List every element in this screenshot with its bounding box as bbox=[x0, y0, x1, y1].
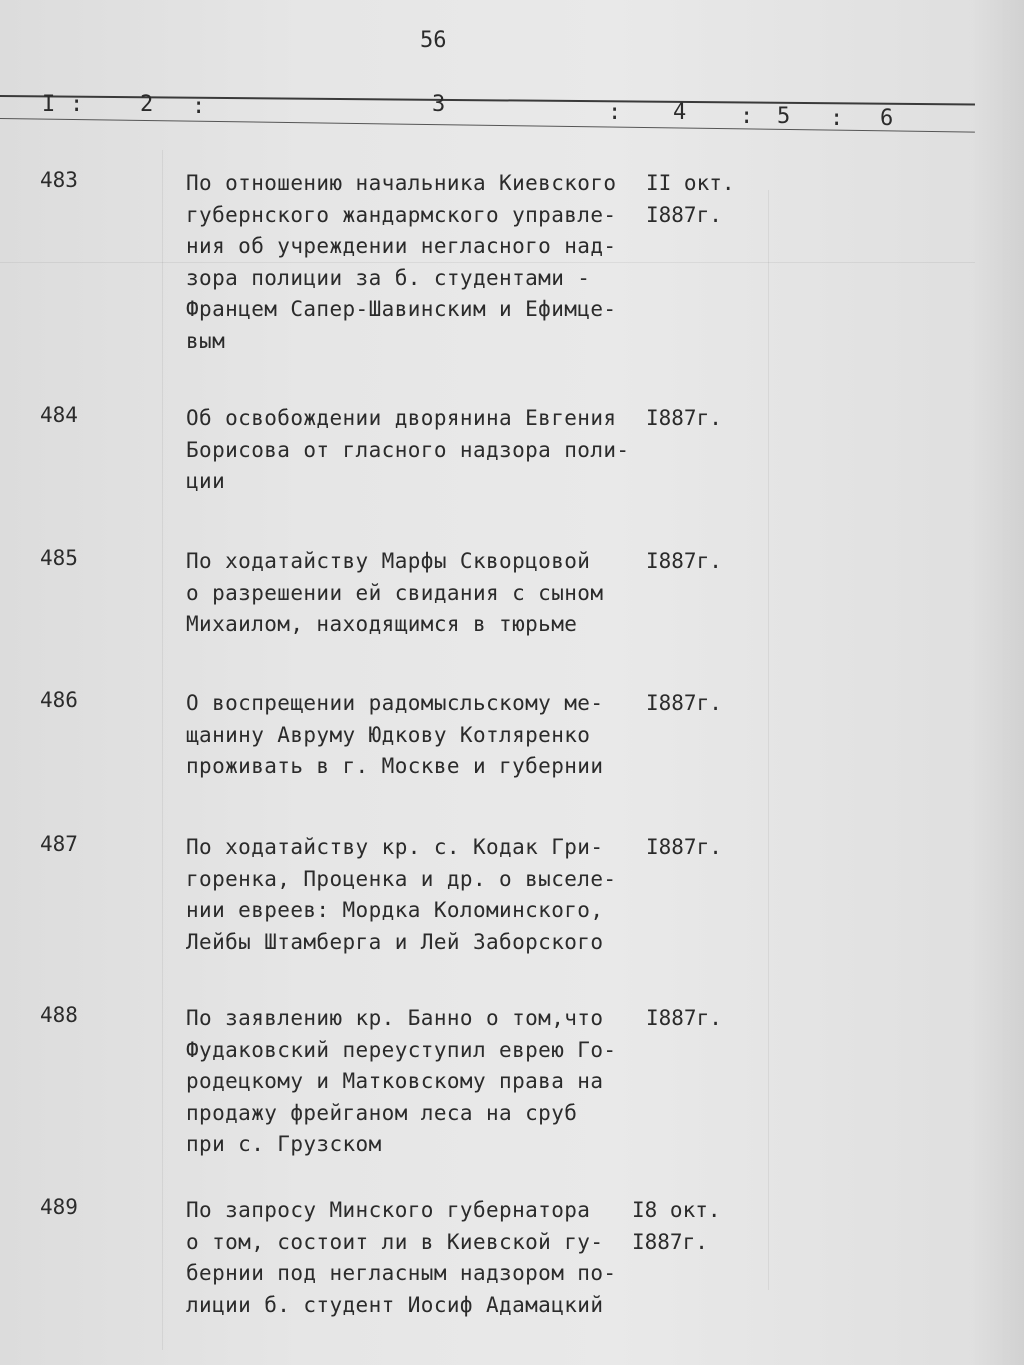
entry-description bbox=[186, 168, 636, 357]
column-header-6: 6 bbox=[880, 106, 894, 131]
description-line: По ходатайству Марфы Скворцовой bbox=[186, 549, 591, 573]
date-line: I887г. bbox=[646, 691, 722, 715]
description-line: родецкому и Матковскому права на bbox=[186, 1069, 604, 1093]
entry-description bbox=[186, 832, 636, 958]
description-line: вым bbox=[186, 328, 226, 353]
description-line: о том, состоит ли в Киевской гу- bbox=[186, 1229, 604, 1254]
date-line: I887г. bbox=[632, 1229, 708, 1254]
entry-number: 487 bbox=[40, 832, 78, 856]
description-line: Об освобождении дворянина Евгения bbox=[186, 406, 617, 430]
bleed-through-line bbox=[162, 150, 163, 1350]
date-line: II окт. bbox=[646, 171, 735, 195]
entry-number: 485 bbox=[40, 546, 78, 570]
entry-date bbox=[646, 403, 722, 435]
entry-number: 483 bbox=[40, 168, 78, 192]
description-line: о разрешении ей свидания с сыном bbox=[186, 580, 604, 605]
column-header-3: 3 bbox=[432, 92, 446, 117]
column-separator: : bbox=[70, 92, 84, 117]
description-line: Михаилом, находящимся в тюрьме bbox=[186, 612, 578, 636]
entry-number: 484 bbox=[40, 403, 78, 427]
description-line: По запросу Минского губернатора bbox=[186, 1198, 591, 1222]
date-line: I887г. bbox=[646, 1006, 722, 1030]
description-line: О воспрещении радомысльскому ме- bbox=[186, 691, 604, 715]
description-line: Фудаковский переуступил еврею Го- bbox=[186, 1037, 617, 1062]
entry-date bbox=[646, 168, 735, 231]
description-line: продажу фрейганом леса на сруб bbox=[186, 1100, 578, 1125]
column-separator: : bbox=[192, 94, 206, 119]
description-line: проживать в г. Москве и губернии bbox=[186, 754, 604, 778]
entry-date bbox=[632, 1195, 721, 1258]
description-line: горенка, Проценка и др. о выселе- bbox=[186, 866, 617, 891]
description-line: щанину Авруму Юдкову Котляренко bbox=[186, 722, 591, 747]
bleed-through-line bbox=[768, 190, 769, 1290]
description-line: Борисова от гласного надзора поли- bbox=[186, 437, 630, 462]
column-header-2: 2 bbox=[140, 92, 154, 117]
column-separator: : bbox=[740, 104, 754, 129]
page-number: 56 bbox=[420, 28, 447, 53]
entry-description bbox=[186, 1195, 636, 1321]
column-header-4: 4 bbox=[673, 100, 687, 125]
description-line: Францем Сапер-Шавинским и Ефимце- bbox=[186, 297, 617, 321]
date-line: I887г. bbox=[646, 202, 722, 227]
date-line: I8 окт. bbox=[632, 1198, 721, 1222]
description-line: нии евреев: Мордка Коломинского, bbox=[186, 898, 604, 922]
page-edge-shadow bbox=[972, 0, 1024, 1365]
entry-description bbox=[186, 688, 636, 783]
date-line: I887г. bbox=[646, 835, 722, 859]
entry-date bbox=[646, 688, 722, 720]
date-line: I887г. bbox=[646, 406, 722, 430]
column-header-1: I bbox=[42, 92, 56, 117]
entry-number: 488 bbox=[40, 1003, 78, 1027]
description-line: лиции б. студент Иосиф Адамацкий bbox=[186, 1292, 604, 1317]
description-line: при с. Грузском bbox=[186, 1132, 382, 1156]
description-line: ния об учреждении негласного над- bbox=[186, 234, 617, 258]
description-line: губернского жандармского управле- bbox=[186, 202, 617, 227]
date-line: I887г. bbox=[646, 549, 722, 573]
description-line: зора полиции за б. студентами - bbox=[186, 265, 591, 290]
entry-number: 486 bbox=[40, 688, 78, 712]
column-separator: : bbox=[608, 100, 622, 125]
header-rule-bottom bbox=[0, 118, 975, 133]
entry-number: 489 bbox=[40, 1195, 78, 1219]
description-line: По отношению начальника Киевского bbox=[186, 171, 617, 195]
column-header-5: 5 bbox=[777, 104, 791, 129]
entry-description bbox=[186, 546, 636, 641]
description-line: По ходатайству кр. с. Кодак Гри- bbox=[186, 835, 604, 859]
entry-date bbox=[646, 832, 722, 864]
description-line: По заявлению кр. Банно о том,что bbox=[186, 1006, 604, 1030]
description-line: бернии под негласным надзором по- bbox=[186, 1261, 617, 1285]
entry-description bbox=[186, 1003, 636, 1161]
description-line: Лейбы Штамберга и Лей Заборского bbox=[186, 929, 604, 954]
entry-date bbox=[646, 546, 722, 578]
column-separator: : bbox=[830, 106, 844, 131]
description-line: ции bbox=[186, 469, 226, 493]
entry-description bbox=[186, 403, 636, 498]
entry-date bbox=[646, 1003, 722, 1035]
